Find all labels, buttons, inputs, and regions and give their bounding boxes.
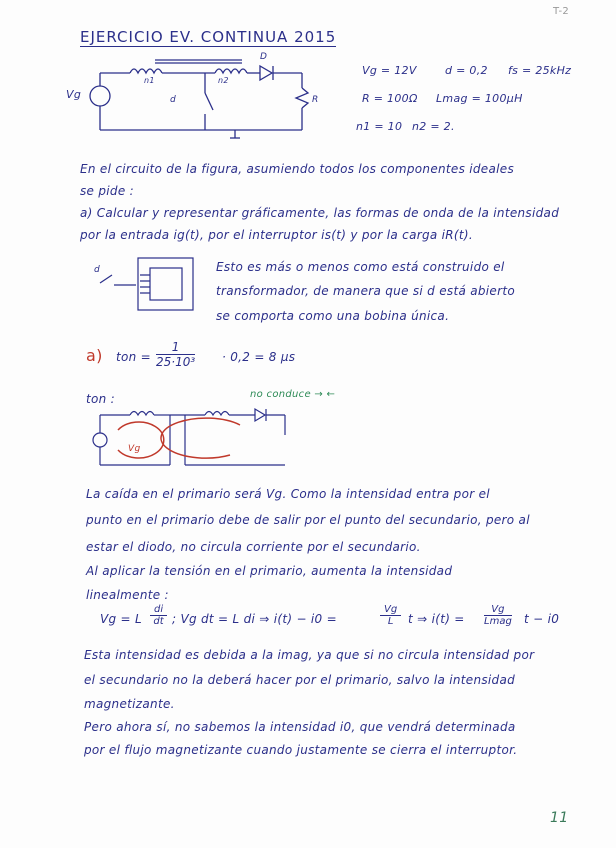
param-n1: n1 = 10 [356, 120, 403, 133]
ton-lhs: ton = [116, 350, 152, 364]
explanation-line: estar el diodo, no circula corriente por el secundario. [86, 540, 421, 554]
ton-fraction [156, 340, 195, 369]
explanation-line: linealmente : [86, 588, 169, 602]
explanation2-line: el secundario no la deberá hacer por el primario, salvo la intensidad [84, 673, 516, 687]
eq-num: Vg [380, 604, 401, 616]
eq-part3: t ⇒ i(t) = [408, 612, 465, 626]
loop-label: Vg [128, 444, 141, 454]
param-d: d = 0,2 [445, 64, 488, 77]
param-vg: Vg = 12V [362, 64, 417, 77]
ton-den: 25·10³ [156, 355, 196, 369]
explanation2-line: magnetizante. [84, 697, 175, 711]
ton-label: ton : [86, 392, 116, 406]
sketch-switch-label: d [94, 265, 101, 275]
explanation2-line: Esta intensidad es debida a la imag, ya que si no circula intensidad por [84, 648, 535, 662]
eq-num: di [150, 604, 167, 616]
note-line: transformador, de manera que si d está abierto [216, 284, 515, 298]
eq-den: L [387, 616, 394, 627]
page-number: 11 [550, 810, 569, 826]
explanation-line: punto en el primario debe de salir por el punto del secundario, pero al [86, 513, 530, 527]
statement-line: se pide : [80, 184, 134, 198]
eq-den: Lmag [484, 616, 512, 627]
ton-num: 1 [156, 340, 195, 355]
eq-den: dt [153, 616, 164, 627]
page-title: EJERCICIO EV. CONTINUA 2015 [80, 28, 337, 46]
page-code: T-2 [553, 6, 570, 17]
load-label: R [312, 95, 319, 105]
explanation-line: La caída en el primario será Vg. Como la intensidad entra por el [86, 487, 490, 501]
switch-label: d [170, 95, 177, 105]
transformer-sketch [90, 255, 200, 315]
eq-frac3 [484, 604, 512, 627]
eq-part2: ; Vg dt = L di ⇒ i(t) − i0 = [172, 612, 337, 626]
statement-line: a) Calcular y representar gráficamente, las formas de onda de la intensidad [80, 206, 560, 220]
n1-label: n1 [144, 76, 155, 85]
param-lmag: Lmag = 100µH [436, 92, 523, 105]
statement-line: En el circuito de la figura, asumiendo todos los componentes ideales [80, 162, 515, 176]
n2-label: n2 [218, 76, 229, 85]
ton-rhs: · 0,2 = 8 µs [222, 350, 296, 364]
eq-part4: t − i0 [524, 612, 560, 626]
ton-equivalent-circuit [90, 400, 310, 475]
eq-num: Vg [484, 604, 512, 616]
param-n2: n2 = 2. [412, 120, 455, 133]
eq-frac1 [150, 604, 167, 627]
eq-frac2 [380, 604, 401, 627]
explanation2-line: por el flujo magnetizante cuando justamente se cierra el interruptor. [84, 743, 518, 757]
eq-part1: Vg = L [100, 612, 142, 626]
note-line: Esto es más o menos como está construido el [216, 260, 505, 274]
statement-line: por la entrada ig(t), por el interruptor is(t) y por la carga iR(t). [80, 228, 473, 242]
note-line: se comporta como una bobina única. [216, 309, 450, 323]
param-r: R = 100Ω [362, 92, 418, 105]
flyback-circuit-diagram [80, 48, 330, 148]
source-label: Vg [66, 88, 82, 101]
no-conduce-annotation: no conduce → ← [250, 389, 336, 400]
explanation2-line: Pero ahora sí, no sabemos la intensidad i0, que vendrá determinada [84, 720, 516, 734]
param-fs: fs = 25kHz [508, 64, 572, 77]
explanation-line: Al aplicar la tensión en el primario, aumenta la intensidad [86, 564, 453, 578]
diode-label: D [260, 52, 268, 62]
item-label: a) [86, 346, 103, 365]
